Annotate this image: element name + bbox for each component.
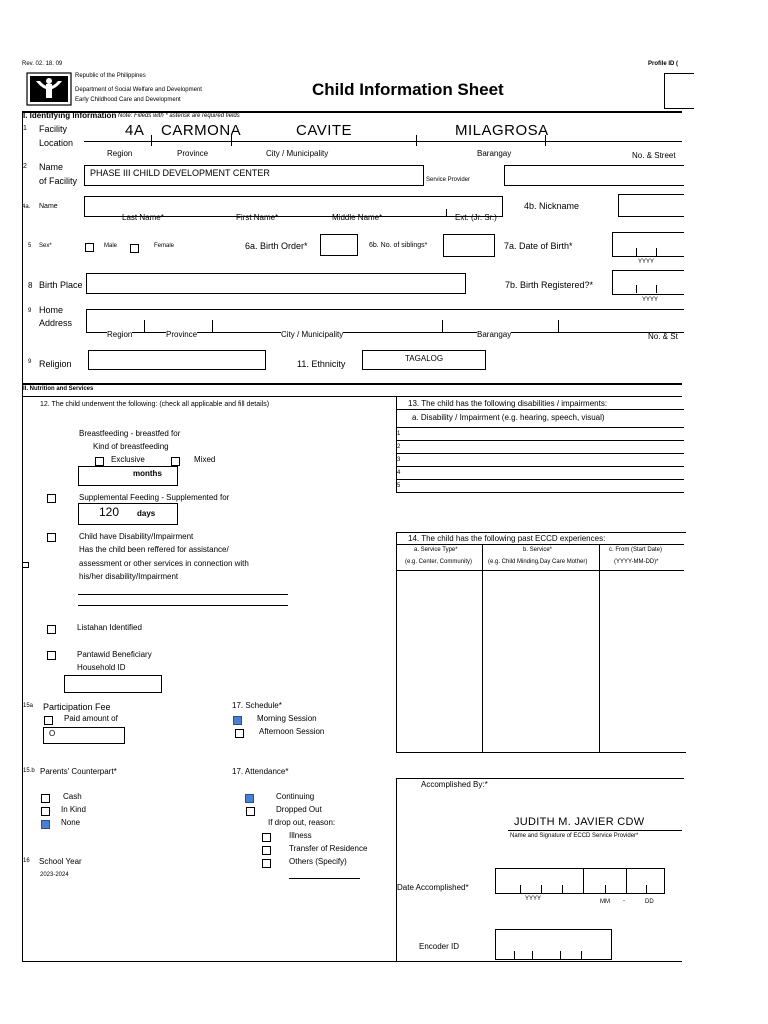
date-dash: -: [623, 898, 625, 904]
item-number-9b: 9: [28, 359, 32, 365]
cash-checkbox[interactable]: [41, 794, 50, 803]
lbl-region: Region: [107, 149, 133, 158]
lbl-no-street-2: No. & St: [648, 332, 678, 341]
bottom-frame-rule: [22, 961, 682, 962]
date-accomplished-label: Date Accomplished*: [397, 883, 469, 892]
q13-label: 13. The child has the following disabilities / impairments:: [408, 399, 608, 408]
left-frame-rule: [22, 111, 23, 961]
nickname-label: 4b. Nickname: [524, 201, 580, 211]
birthplace-input[interactable]: [86, 273, 466, 294]
in-kind-label: In Kind: [61, 805, 86, 814]
q12-label: 12. The child underwent the following: (check all applicable and fill details): [40, 401, 270, 408]
paid-amount-label: Paid amount of: [64, 714, 118, 723]
ethnicity-input[interactable]: [362, 350, 486, 370]
col-start-date: c. From (Start Date): [609, 547, 663, 553]
breastfeeding-label: Breastfeeding - breastfed for: [79, 429, 181, 438]
afternoon-label: Afternoon Session: [259, 727, 325, 736]
religion-label: Religion: [39, 359, 72, 369]
transfer-label: Transfer of Residence: [289, 844, 368, 853]
facility-location-rule: [84, 141, 682, 142]
schedule-label: 17. Schedule*: [232, 701, 282, 710]
mixed-label: Mixed: [194, 455, 216, 464]
drop-reason-label: If drop out, reason:: [268, 818, 336, 827]
item-number-4a: 4a.: [22, 204, 31, 210]
continuing-checkbox[interactable]: [245, 794, 254, 803]
referral-detail-line-2[interactable]: [78, 605, 288, 606]
male-label: Male: [104, 243, 118, 249]
date-dd-caption: DD: [645, 899, 654, 905]
disability-line-3: assessment or other services in connection with: [79, 559, 249, 568]
item-number-5: 5: [28, 243, 32, 249]
disability-row-1[interactable]: 1: [397, 431, 401, 437]
facility-city-value: CAVITE: [296, 122, 353, 139]
accomplished-by-label: Accomplished By:*: [421, 780, 488, 789]
dropped-label: Dropped Out: [276, 805, 322, 814]
disability-row-4[interactable]: 4: [397, 470, 401, 476]
ethnicity-label: 11. Ethnicity: [297, 359, 346, 369]
cash-label: Cash: [63, 792, 82, 801]
section-1-title: I. Identifying Information: [23, 111, 117, 120]
disability-line-1: Child have Disability/Impairment: [79, 532, 194, 541]
continuing-label: Continuing: [276, 792, 315, 801]
paid-amount-input[interactable]: [43, 727, 125, 744]
afternoon-checkbox[interactable]: [235, 729, 244, 738]
name-facility-label-1: Name: [39, 162, 64, 172]
birth-registered-input[interactable]: [612, 270, 684, 295]
date-mm-caption: MM: [600, 899, 610, 905]
breastfed-months-input[interactable]: [78, 466, 178, 486]
required-note: Note: Filleds with * asterisk are required fields: [118, 113, 240, 119]
facility-province-value: CARMONA: [161, 122, 242, 139]
profile-id-box[interactable]: [664, 73, 694, 109]
col-start-date-sub: (YYYY-MM-DD)*: [614, 559, 659, 565]
lbl-ext: Ext. (Jr. Sr.): [455, 213, 497, 222]
supplemented-days-value: 120: [99, 505, 120, 519]
service-provider-input[interactable]: [504, 165, 684, 186]
name-facility-label-2: of Facility: [39, 176, 78, 186]
encoder-id-input[interactable]: [495, 929, 612, 960]
counterpart-label: Parents' Counterpart*: [40, 767, 117, 776]
dob-yyyy-caption: YYYY: [638, 259, 655, 265]
lbl-barangay-2: Barangay: [477, 330, 512, 339]
home-address-label-2: Address: [39, 318, 73, 328]
disability-row-5[interactable]: 5: [397, 483, 401, 489]
lbl-first-name: First Name*: [236, 213, 279, 222]
item-number-1: 1: [23, 125, 27, 132]
facility-name-input[interactable]: [84, 165, 424, 186]
q14-label: 14. The child has the following past ECCD experiences:: [408, 534, 606, 543]
school-year-label: School Year: [39, 857, 82, 866]
mixed-checkbox[interactable]: [171, 457, 180, 466]
facility-region-value: 4A: [125, 122, 145, 139]
listahan-label: Listahan Identified: [77, 623, 142, 632]
provider-name-value: JUDITH M. JAVIER CDW: [514, 816, 645, 828]
disability-line-4: his/her disability/Impairment: [79, 572, 179, 581]
profile-id-label: Profile ID (: [648, 61, 679, 67]
others-specify-line[interactable]: [289, 878, 360, 879]
school-year-value: 2023-2024: [40, 872, 69, 878]
section-2-rule: [22, 383, 682, 385]
name-label: Name: [39, 203, 58, 210]
revision-label: Rev. 02. 18. 09: [22, 61, 63, 67]
dob-input[interactable]: [612, 232, 684, 257]
birth-registered-label: 7b. Birth Registered?*: [505, 280, 594, 290]
disability-checkbox[interactable]: [47, 533, 56, 542]
facility-barangay-value: MILAGROSA: [455, 122, 549, 139]
lbl-city: City / Municipality: [266, 149, 329, 158]
item-number-15b: 15.b: [23, 768, 35, 774]
none-checkbox[interactable]: [41, 820, 50, 829]
in-kind-checkbox[interactable]: [41, 807, 50, 816]
provider-signature-line[interactable]: [508, 830, 682, 831]
morning-label: Morning Session: [257, 714, 317, 723]
others-checkbox[interactable]: [262, 859, 271, 868]
paid-checkbox[interactable]: [44, 716, 53, 725]
illness-checkbox[interactable]: [262, 833, 271, 842]
facility-location-label-2: Location: [39, 138, 74, 148]
illness-label: Illness: [289, 831, 312, 840]
months-label: months: [133, 469, 162, 478]
col-service-sub: (e.g. Child Minding,Day Care Mother): [488, 559, 588, 565]
exclusive-checkbox[interactable]: [95, 457, 104, 466]
col-service-type-sub: (e.g. Center, Community): [405, 559, 473, 565]
supplemental-label: Supplemental Feeding - Supplemented for: [79, 493, 230, 502]
referral-detail-line-1[interactable]: [78, 594, 288, 595]
home-address-label-1: Home: [39, 305, 64, 315]
org-line-3: Early Childhood Care and Development: [75, 97, 181, 103]
item-number-2: 2: [23, 163, 27, 170]
morning-checkbox[interactable]: [233, 716, 242, 725]
listahan-checkbox[interactable]: [47, 625, 56, 634]
encoder-id-label: Encoder ID: [419, 942, 460, 951]
lbl-region-2: Region: [107, 330, 133, 339]
lbl-city-2: City / Municipality: [281, 330, 344, 339]
lbl-barangay: Barangay: [477, 149, 512, 158]
birth-order-label: 6a. Birth Order*: [245, 241, 308, 251]
pantawid-label-1: Pantawid Beneficiary: [77, 650, 152, 659]
male-checkbox[interactable]: [85, 243, 94, 252]
q13a-label: a. Disability / Impairment (e.g. hearing, speech, visual): [412, 413, 605, 422]
birthplace-label: Birth Place: [39, 280, 83, 290]
sex-label: Sex*: [39, 243, 52, 249]
female-label: Female: [154, 243, 175, 249]
attendance-label: 17. Attendance*: [232, 767, 289, 776]
item-number-16: 16: [23, 858, 30, 864]
exclusive-label: Exclusive: [111, 455, 145, 464]
facility-location-label-1: Facility: [39, 124, 68, 134]
dswd-seal-icon: [26, 72, 72, 106]
kind-breastfeeding-label: Kind of breastfeeding: [93, 442, 169, 451]
lbl-province-2: Province: [166, 330, 198, 339]
section-2-title: II. Nutrition and Services: [23, 386, 94, 392]
lbl-last-name: Last Name*: [122, 213, 164, 222]
org-line-2: Department of Social Welfare and Development: [75, 87, 202, 93]
item-number-9a: 9: [28, 308, 32, 314]
disability-line-2: Has the child been reffered for assistance/: [79, 545, 229, 554]
eccd-experience-table: [396, 532, 686, 753]
female-checkbox[interactable]: [130, 244, 139, 253]
ethnicity-value: TAGALOG: [405, 354, 444, 363]
pantawid-checkbox[interactable]: [47, 651, 56, 660]
provider-caption: Name and Signature of ECCD Service Provider*: [510, 833, 639, 839]
disability-row-2[interactable]: 2: [397, 444, 401, 450]
disability-row-3[interactable]: 3: [397, 457, 401, 463]
facility-name-value: PHASE III CHILD DEVELOPMENT CENTER: [90, 168, 270, 178]
siblings-input[interactable]: [443, 234, 495, 257]
lbl-no-street: No. & Street: [632, 151, 676, 160]
household-id-input[interactable]: [64, 675, 162, 693]
col-service: b. Service*: [523, 547, 553, 553]
religion-input[interactable]: [88, 350, 266, 370]
org-line-1: Republic of the Philippines: [75, 73, 146, 79]
lbl-middle-name: Middle Name*: [332, 213, 383, 222]
others-label: Others (Specify): [289, 857, 347, 866]
birth-order-input[interactable]: [320, 234, 358, 256]
pantawid-label-2: Household ID: [77, 663, 126, 672]
birth-registered-yyyy-caption: YYYY: [642, 297, 659, 303]
supplemental-checkbox[interactable]: [47, 494, 56, 503]
page-title: Child Information Sheet: [312, 80, 504, 99]
siblings-label: 6b. No. of siblings*: [369, 242, 428, 249]
transfer-checkbox[interactable]: [262, 846, 271, 855]
nickname-input[interactable]: [618, 194, 684, 217]
dropped-checkbox[interactable]: [246, 807, 255, 816]
col-service-type: a. Service Type*: [414, 547, 458, 553]
item-number-8: 8: [28, 281, 33, 290]
none-label: None: [61, 818, 81, 827]
lbl-province: Province: [177, 149, 209, 158]
paid-amount-value: O: [49, 729, 56, 738]
date-yyyy-caption: YYYY: [525, 896, 542, 902]
participation-fee-label: Participation Fee: [43, 702, 111, 712]
service-provider-label: Service Provider: [426, 177, 471, 183]
supplemented-days-input[interactable]: [78, 503, 178, 525]
item-number-15a: 15a: [23, 703, 34, 709]
days-label: days: [137, 509, 156, 518]
dob-label: 7a. Date of Birth*: [504, 241, 573, 251]
